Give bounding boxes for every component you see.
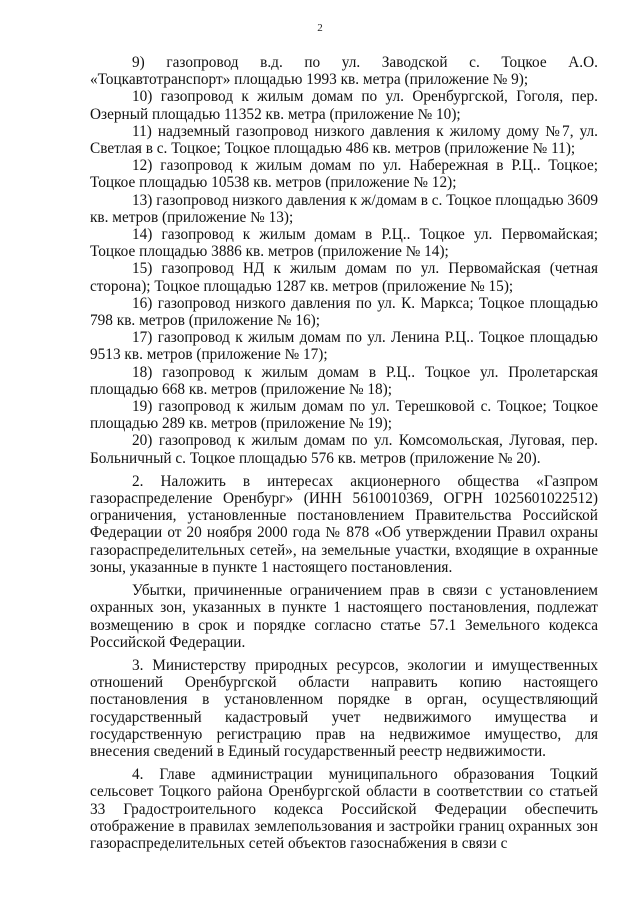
document-body bbox=[90, 54, 598, 852]
list-item-9: 9) газопровод в.д. по ул. Заводской с. Тоцкое А.О. «Тоцкавтотранспорт» площадью 1993 кв. метра (приложение № 9); bbox=[90, 54, 598, 89]
list-item-14: 14) газопровод к жилым домам в Р.Ц.. Тоцкое ул. Первомайская; Тоцкое площадью 3886 кв. метров (приложение № 14); bbox=[90, 226, 598, 261]
page-number: 2 bbox=[317, 22, 323, 34]
list-item-19: 19) газопровод к жилым домам по ул. Терешковой с. Тоцкое; Тоцкое площадью 289 кв. метров (приложение № 19); bbox=[90, 398, 598, 433]
clause-2: 2. Наложить в интересах акционерного общества «Газпром газораспределение Оренбург» (ИНН 5610010369, ОГРН 1025601022512) ограничения, установленные постановлением Правительства Российской Федерации от 20 ноября 2000 года № 878 «Об утверждении Правил охраны газораспределительных сетей», на земельные участки, входящие в охранные зоны, указанные в пункте 1 настоящего постановления. bbox=[90, 472, 598, 576]
list-item-15: 15) газопровод НД к жилым домам по ул. Первомайская (четная сторона); Тоцкое площадью 1287 кв. метров (приложение № 15); bbox=[90, 260, 598, 295]
list-item-11: 11) надземный газопровод низкого давления к жилому дому №7, ул. Светлая в с. Тоцкое; Тоцкое площадью 486 кв. метров (приложение № 11); bbox=[90, 122, 598, 158]
clause-2-damages: Убытки, причиненные ограничением прав в связи с установлением охранных зон, указанных в пункте 1 настоящего постановления, подлежат возмещению в срок и порядке согласно статье 57.1 Земельного кодекса Российской Федерации. bbox=[90, 582, 598, 651]
list-item-10: 10) газопровод к жилым домам по ул. Оренбургской, Гоголя, пер. Озерный площадью 11352 кв. метра (приложение № 10); bbox=[90, 88, 598, 123]
list-item-18: 18) газопровод к жилым домам в Р.Ц.. Тоцкое ул. Пролетарская площадью 668 кв. метров (приложение № 18); bbox=[90, 363, 598, 398]
list-item-12: 12) газопровод к жилым домам по ул. Набережная в Р.Ц.. Тоцкое; Тоцкое площадью 10538 кв. метров (приложение № 12); bbox=[90, 157, 598, 192]
list-item-13: 13) газопровод низкого давления к ж/домам в с. Тоцкое площадью 3609 кв. метров (приложение № 13); bbox=[90, 191, 598, 226]
clause-4: 4. Главе администрации муниципального образования Тоцкий сельсовет Тоцкого района Оренбургской области в соответствии со статьей 33 Градостроительного кодекса Российской Федерации обеспечить отображение в правилах землепользования и застройки границ охранных зон газораспределительных сетей объектов газоснабжения в связи с bbox=[90, 766, 598, 852]
list-item-20: 20) газопровод к жилым домам по ул. Комсомольская, Луговая, пер. Больничный с. Тоцкое площадью 576 кв. метров (приложение № 20). bbox=[90, 432, 598, 467]
list-item-16: 16) газопровод низкого давления по ул. К. Маркса; Тоцкое площадью 798 кв. метров (приложение № 16); bbox=[90, 294, 598, 330]
list-item-17: 17) газопровод к жилым домам по ул. Ленина Р.Ц.. Тоцкое площадью 9513 кв. метров (приложение № 17); bbox=[90, 329, 598, 364]
clause-3: 3. Министерству природных ресурсов, экологии и имущественных отношений Оренбургской области направить копию настоящего постановления в установленном порядке в орган, осуществляющий государственный кадастровый учет недвижимого имущества и государственную регистрацию прав на недвижимое имущество, для внесения сведений в Единый государственный реестр недвижимости. bbox=[90, 656, 598, 760]
